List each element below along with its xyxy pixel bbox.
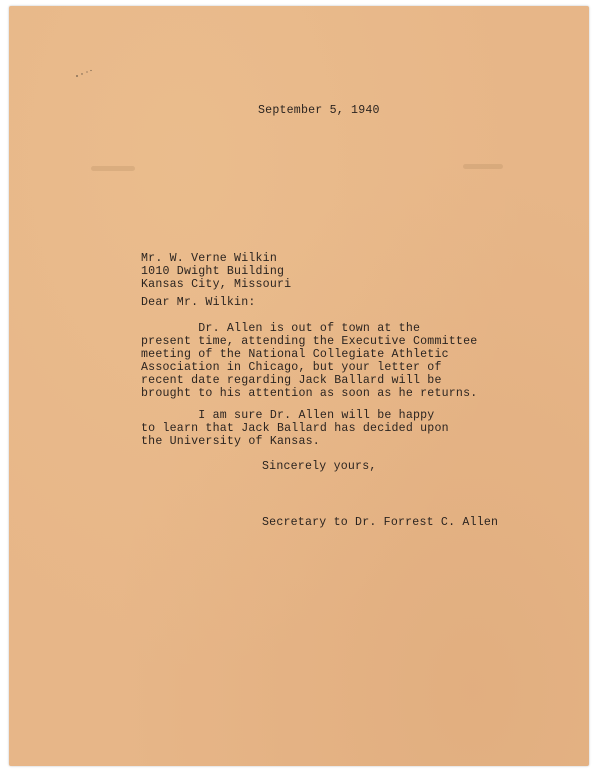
signature-line: Secretary to Dr. Forrest C. Allen [262,516,499,529]
address-name: Mr. W. Verne Wilkin [141,252,277,265]
paragraph1-line: Dr. Allen is out of town at the [141,322,421,335]
paragraph2-line: I am sure Dr. Allen will be happy [141,409,435,422]
letter-date: September 5, 1940 [258,104,380,117]
paragraph1-line: Association in Chicago, but your letter of [141,361,442,374]
paragraph1-line: meeting of the National Collegiate Athletic [141,348,449,361]
address-city: Kansas City, Missouri [141,278,292,291]
paragraph1-line: brought to his attention as soon as he returns. [141,387,478,400]
paragraph2-line: to learn that Jack Ballard has decided upon [141,422,449,435]
address-street: 1010 Dwight Building [141,265,285,278]
salutation: Dear Mr. Wilkin: [141,296,256,309]
paragraph1-line: recent date regarding Jack Ballard will be [141,374,442,387]
paper-specks [75,69,95,79]
paragraph1-line: present time, attending the Executive Committee [141,335,478,348]
paragraph2-line: the University of Kansas. [141,435,320,448]
closing: Sincerely yours, [262,460,377,473]
faded-mark-left [91,166,135,171]
faded-mark-right [463,164,503,169]
